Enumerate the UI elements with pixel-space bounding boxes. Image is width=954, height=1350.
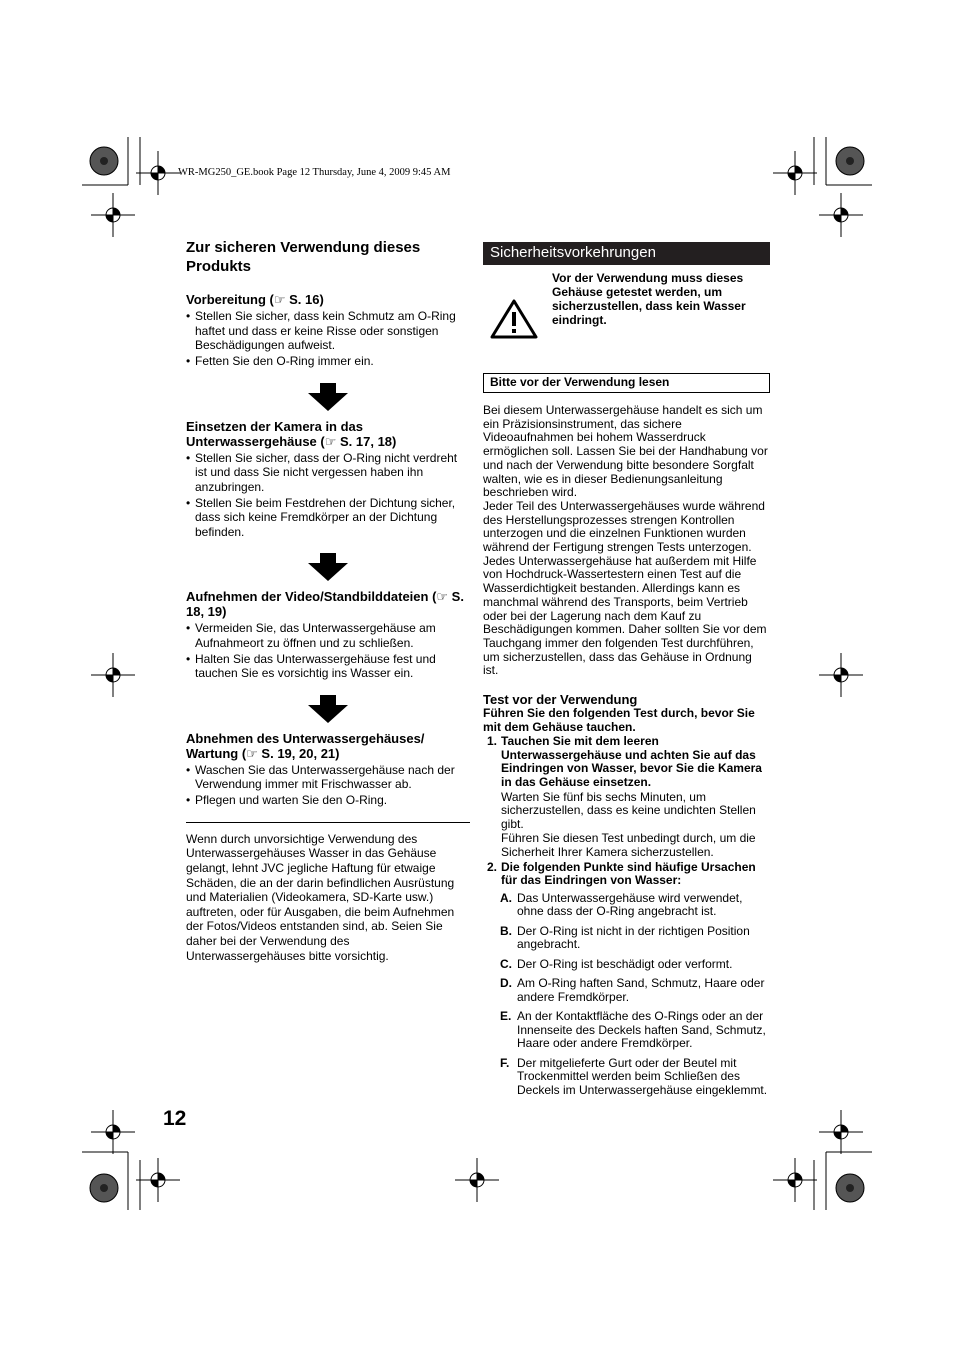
test-step-1	[483, 735, 770, 859]
list-item: • Stellen Sie beim Festdrehen der Dichtung sicher, dass sich keine Fremdkörper an der Dichtung befinden.	[186, 496, 470, 540]
list-item: E. An der Kontaktfläche des O-Rings oder an der Innenseite des Deckels haften Sand, Schmutz, Haare oder andere Fremdkörper.	[500, 1009, 766, 1051]
list-item: • Fetten Sie den O-Ring immer ein.	[186, 354, 470, 369]
down-arrow-icon	[308, 695, 348, 723]
step-1-detail-1: Warten Sie fünf bis sechs Minuten, um sicherzustellen, dass es keine undichten Stellen gibt.	[501, 789, 756, 831]
section-title-bar: Sicherheitsvorkehrungen	[483, 242, 770, 265]
step-2-instruction: Die folgenden Punkte sind häufige Ursachen für das Eindringen von Wasser:	[501, 859, 756, 888]
safe-use-title: Zur sicheren Verwendung dieses Produkts	[186, 239, 421, 275]
step-recording-heading: Aufnehmen der Video/Standbilddateien (☞ S. 18, 19)	[186, 589, 464, 620]
liability-disclaimer: Wenn durch unvorsichtige Verwendung des Unterwassergehäuses Wasser in das Gehäuse gelangt, lehnt JVC jegliche Haftung für etwaige Schäden, die an der darin befindlichen Ausrüstung und Materialien (Videokamera, SD-Karte usw.) auftreten, oder für Ausgaben, die beim Aufnehmen der Fotos/Videos entstanden sind, ab. Seien Sie daher bei der Verwendung des Unterwassergehäuses bitte vorsichtig.	[186, 831, 455, 963]
step-insert-camera-list	[186, 451, 470, 540]
step-1-instruction: Tauchen Sie mit dem leeren Unterwassergehäuse und achten Sie auf das Eindringen von Wasser, bevor Sie die Kamera in das Gehäuse einsetzen.	[501, 734, 762, 790]
list-item: F. Der mitgelieferte Gurt oder der Beutel mit Trockenmittel werden beim Schließen des Deckels im Unterwassergehäuse eingeklemmt.	[500, 1055, 768, 1097]
step-preparation-list	[186, 309, 470, 369]
warning-block	[483, 271, 770, 355]
test-heading: Test vor der Verwendung	[483, 692, 638, 708]
list-item: B. Der O-Ring ist nicht in der richtigen Position angebracht.	[500, 923, 750, 952]
step-removal-list	[186, 763, 470, 808]
down-arrow-icon	[308, 383, 348, 411]
list-item: • Pflegen und warten Sie den O-Ring.	[186, 793, 470, 808]
intro-paragraph-2: Jeder Teil des Unterwassergehäuses wurde während des Herstellungsprozesses strengen Kontrollen unterzogen und die einzelnen Funktionen wurden während der Fertigung strengen Tests unterzogen. Jedes Unterwassergehäuse hat außerdem mit Hilfe von Hochdruck-Wassertestern einen Test auf die Wasserdichtigkeit bestanden. Allerdings kann es manchmal während des Transports, beim Vertrieb oder bei der Lagerung nach dem Kauf zu Beschädigungen kommen. Daher sollten Sie vor dem Tauchgang immer den folgenden Test durchführen, um sicherzustellen, dass das Gehäuse in Ordnung ist.	[483, 498, 767, 678]
list-item: A. Das Unterwassergehäuse wird verwendet, ohne dass der O-Ring angebracht ist.	[500, 890, 743, 919]
list-item: • Waschen Sie das Unterwassergehäuse nach der Verwendung immer mit Frischwasser ab.	[186, 763, 470, 792]
list-item: • Halten Sie das Unterwassergehäuse fest und tauchen Sie es vorsichtig ins Wasser ein.	[186, 652, 470, 681]
list-item: • Vermeiden Sie, das Unterwassergehäuse am Aufnahmeort zu öffnen und zu schließen.	[186, 621, 470, 650]
warning-triangle-icon	[490, 299, 538, 339]
list-item: • Stellen Sie sicher, dass der O-Ring nicht verdreht ist und dass Sie nicht vergessen haben ihn anzubringen.	[186, 451, 470, 495]
test-intro: Führen Sie den folgenden Test durch, bevor Sie mit dem Gehäuse tauchen.	[483, 706, 755, 734]
step-insert-camera-heading: Einsetzen der Kamera in das Unterwassergehäuse (☞ S. 17, 18)	[186, 418, 397, 449]
step-recording-list	[186, 621, 470, 681]
list-item: • Stellen Sie sicher, dass kein Schmutz am O-Ring haftet und dass er keine Risse oder sonstigen Beschädigungen aufweist.	[186, 309, 470, 353]
intro-paragraph-1: Bei diesem Unterwassergehäuse handelt es sich um ein Präzisionsinstrument, das sichere Videoaufnahmen bei hohem Wasserdruck ermöglichen soll. Lassen Sie bei der Handhabung vor und nach der Verwendung bitte besondere Sorgfalt walten, wie es in dieser Bedienungsanleitung beschrieben wird.	[483, 403, 768, 500]
step-number: 1.	[487, 734, 498, 749]
read-before-use-box: Bitte vor der Verwendung lesen	[483, 373, 770, 393]
step-removal-heading: Abnehmen des Unterwassergehäuses/ Wartung (☞ S. 19, 20, 21)	[186, 730, 425, 761]
list-item: D. Am O-Ring haften Sand, Schmutz, Haare oder andere Fremdkörper.	[500, 976, 765, 1004]
test-step-2	[483, 861, 770, 888]
step-1-detail-2: Führen Sie diesen Test unbedingt durch, um die Sicherheit Ihrer Kamera sicherzustellen.	[501, 831, 756, 859]
right-column	[483, 242, 770, 1103]
warning-text: Vor der Verwendung muss dieses Gehäuse getestet werden, um sicherzustellen, dass kein Wasser eindringt.	[552, 271, 746, 327]
list-item: C. Der O-Ring ist beschädigt oder verformt.	[500, 956, 733, 971]
page-number: 12	[163, 1107, 187, 1130]
water-causes-list	[483, 892, 770, 1098]
down-arrow-icon	[308, 553, 348, 581]
step-number: 2.	[487, 859, 498, 874]
divider	[186, 822, 470, 823]
step-preparation-heading: Vorbereitung (☞ S. 16)	[186, 292, 324, 307]
left-column	[186, 238, 470, 963]
file-info-header: WR-MG250_GE.book Page 12 Thursday, June 4, 2009 9:45 AM	[178, 167, 451, 178]
